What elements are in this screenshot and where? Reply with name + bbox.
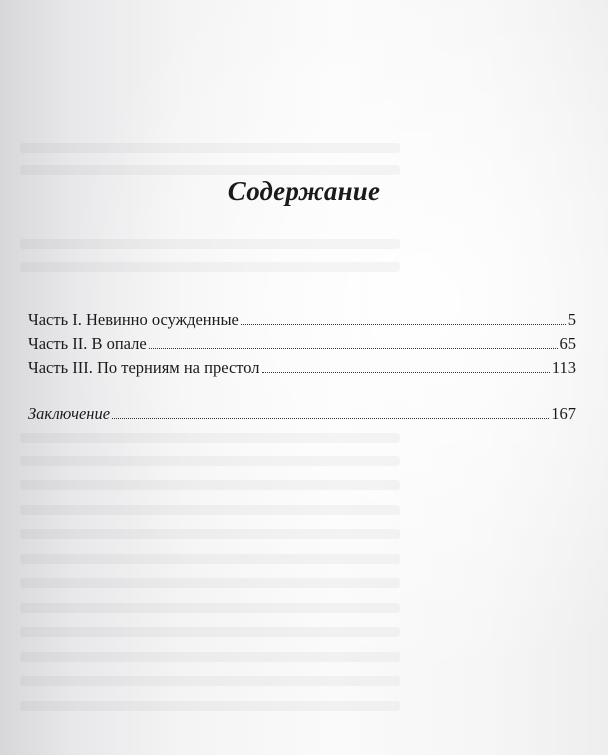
table-of-contents (28, 308, 576, 426)
show-through-line (20, 239, 400, 249)
toc-entry-label: Часть I. Невинно осужденные (28, 310, 239, 329)
show-through-line (20, 456, 400, 466)
toc-page-number: 113 (551, 358, 576, 377)
toc-page-number: 167 (551, 404, 576, 423)
toc-entry-label: Заключение (28, 404, 111, 423)
show-through-line (20, 433, 400, 443)
show-through-line (20, 603, 400, 613)
show-through-line (20, 529, 400, 539)
page-title: Содержание (227, 176, 381, 206)
show-through-line (20, 262, 400, 272)
toc-entry-label: Часть III. По терниям на престол (28, 358, 260, 377)
toc-entry-label: Часть II. В опале (28, 334, 147, 353)
toc-dot-leader (112, 418, 549, 419)
show-through-line (20, 627, 400, 637)
toc-entry-part-2[interactable] (28, 332, 576, 356)
toc-dot-leader (149, 348, 558, 349)
show-through-line (20, 165, 400, 175)
show-through-line (20, 652, 400, 662)
show-through-line (20, 676, 400, 686)
show-through-line (20, 578, 400, 588)
show-through-line (20, 143, 400, 153)
toc-entry-part-3[interactable] (28, 356, 576, 380)
toc-entry-conclusion[interactable] (28, 402, 576, 426)
toc-dot-leader (241, 324, 566, 325)
toc-page-number: 5 (567, 310, 576, 329)
toc-page-number: 65 (559, 334, 576, 353)
show-through-line (20, 505, 400, 515)
show-through-line (20, 554, 400, 564)
toc-dot-leader (262, 372, 550, 373)
show-through-line (20, 701, 400, 711)
toc-entry-part-1[interactable] (28, 308, 576, 332)
show-through-line (20, 480, 400, 490)
